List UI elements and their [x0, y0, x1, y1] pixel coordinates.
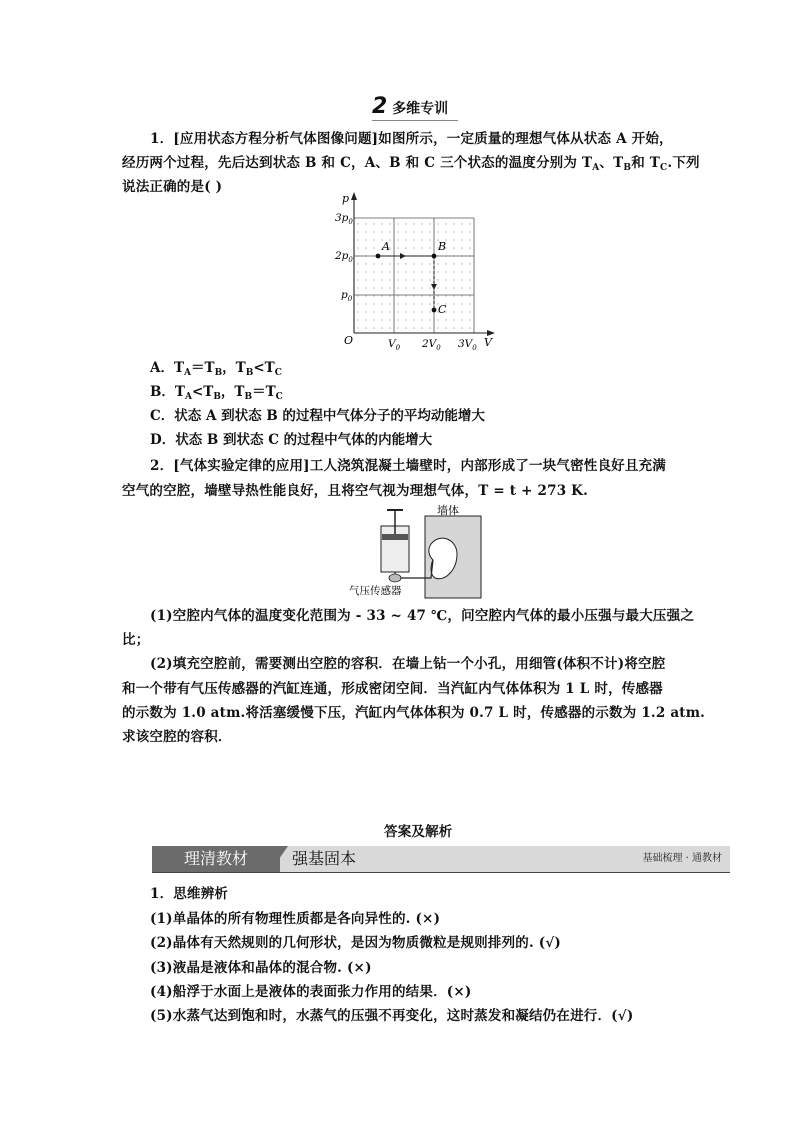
q2-p1-line1: (1)空腔内气体的温度变化范围为 - 33 ~ 47 ℃，问空腔内气体的最小压强与最大压强之 — [150, 608, 695, 624]
xtick-2v0: $2V_0$ — [422, 338, 441, 352]
option-a: A．$T_A=T_B$，$T_B<T_C$ — [150, 360, 282, 378]
wall-label: 墙体 — [437, 504, 459, 517]
section-title-text: 多维专训 — [392, 101, 449, 117]
q2-p2-line3: 的示数为 1.0 atm.将活塞缓慢下压，汽缸内气体体积为 0.7 L 时，传感器的示数为 1.2 atm. — [122, 705, 706, 721]
banner-main-label: 强基固本 — [292, 849, 357, 868]
pressure-sensor — [389, 574, 401, 582]
p-axis-arrow — [351, 192, 357, 200]
origin-label: O — [344, 334, 354, 347]
label-a: A — [382, 240, 390, 253]
axis-label-p: p — [342, 192, 350, 205]
option-c: C．状态 A 到状态 B 的过程中气体分子的平均动能增大 — [150, 408, 485, 424]
q2-p1-line2: 比； — [122, 632, 150, 648]
point-a — [376, 254, 381, 259]
q2-p2-line4: 求该空腔的容积． — [122, 729, 232, 745]
option-d: D．状态 B 到状态 C 的过程中气体的内能增大 — [150, 432, 433, 448]
answer-item-2: (2)晶体有天然规则的几何形状，是因为物质微粒是规则排列的. (√) — [150, 935, 562, 951]
graph-dot-grid — [354, 218, 474, 333]
banner-bottom-rule — [152, 872, 730, 873]
q2-p2-line2: 和一个带有气压传感器的汽缸连通，形成密闭空间．当汽缸内气体体积为 1 L 时，传感器 — [122, 681, 663, 697]
answer-item-3: (3)液晶是液体和晶体的混合物. (×) — [150, 960, 372, 976]
q2-line2: 空气的空腔，墙壁导热性能良好，且将空气视为理想气体，T = t + 273 K. — [122, 483, 589, 499]
banner-side-label: 基础梳理 · 通教材 — [642, 853, 722, 864]
section-banner — [152, 846, 730, 872]
answers-title: 1．思维辨析 — [150, 886, 229, 902]
q2-p2-line1: (2)填充空腔前，需要测出空腔的容积．在墙上钻一个小孔，用细管(体积不计)将空腔 — [150, 656, 666, 672]
xtick-3v0: $3V_0$ — [458, 338, 477, 352]
q2-line1: 2．[气体实验定律的应用]工人浇筑混凝土墙壁时，内部形成了一块气密性良好且充满 — [150, 458, 666, 474]
point-c — [432, 308, 437, 313]
option-b: B．$T_A<T_B$，$T_B=T_C$ — [150, 384, 283, 402]
ytick-2p0: $2p_0$ — [335, 250, 353, 264]
q1-line3: 说法正确的是( ) — [122, 179, 223, 195]
axis-label-v: V — [484, 336, 492, 349]
answer-item-5: (5)水蒸气达到饱和时，水蒸气的压强不再变化，这时蒸发和凝结仍在进行．(√) — [150, 1008, 634, 1024]
sensor-label: 气压传感器 — [349, 585, 402, 597]
ytick-3p0: $3p_0$ — [335, 212, 353, 226]
answer-item-1: (1)单晶体的所有物理性质都是各向异性的. (×) — [150, 911, 441, 927]
q1-line2-text: 经历两个过程，先后达到状态 B 和 C，A、B 和 C 三个状态的温度分别为 T — [122, 155, 593, 171]
piston — [382, 534, 408, 540]
banner-dark-label: 理清教材 — [152, 846, 280, 872]
section-title — [372, 94, 448, 119]
label-b: B — [438, 240, 447, 253]
label-c: C — [438, 303, 447, 316]
answers-heading: 答案及解析 — [384, 824, 453, 840]
ytick-p0: $p_0$ — [341, 289, 353, 303]
answer-item-4: (4)船浮于水面上是液体的表面张力作用的结果．(×) — [150, 984, 472, 1000]
q1-line2: 经历两个过程，先后达到状态 B 和 C，A、B 和 C 三个状态的温度分别为 $T_A$、$T_B$和 $T_C$.下列 — [122, 155, 700, 173]
xtick-v0: $V_0$ — [388, 338, 401, 352]
q1-line1: 1．[应用状态方程分析气体图像问题]如图所示，一定质量的理想气体从状态 A 开始， — [150, 131, 673, 147]
section-underline — [372, 120, 458, 121]
pv-graph — [330, 188, 500, 353]
point-b — [432, 254, 437, 259]
banner-wedge — [270, 846, 288, 872]
cylinder-wall-figure — [345, 502, 485, 600]
section-number: 2 — [372, 94, 388, 119]
